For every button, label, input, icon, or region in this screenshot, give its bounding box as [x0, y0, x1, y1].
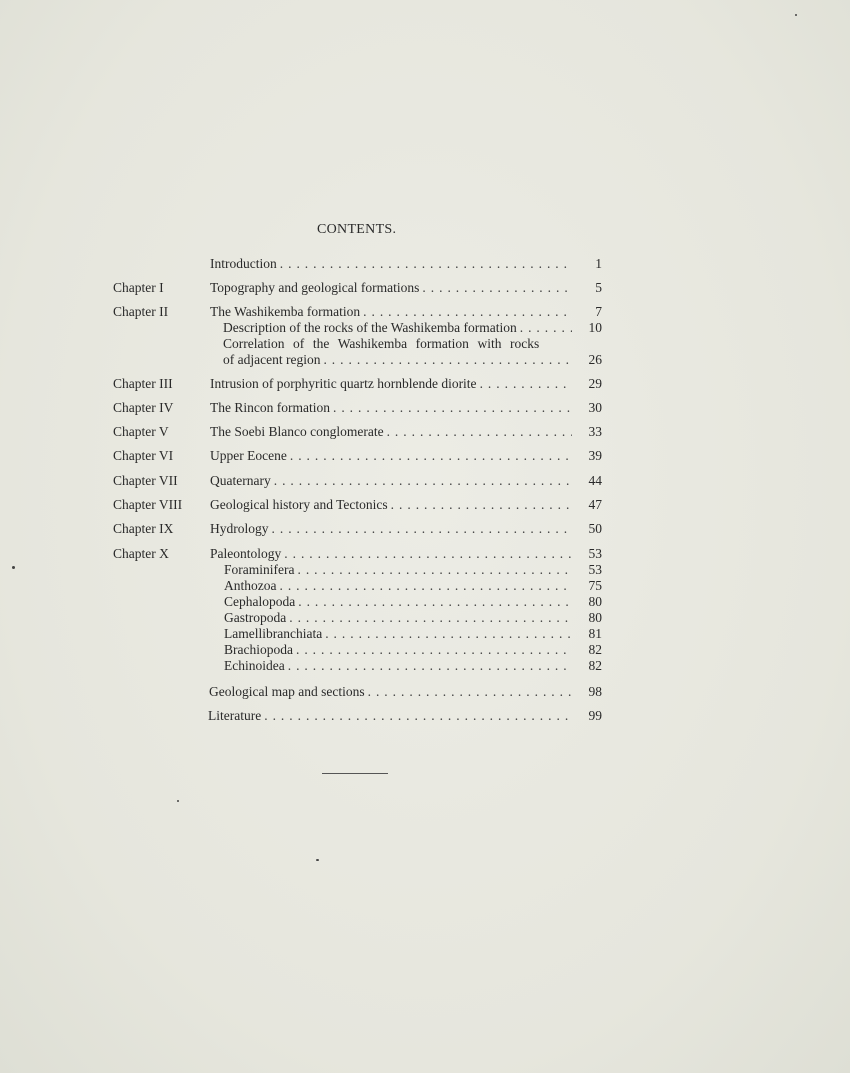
- toc-row: [0, 577, 602, 594]
- toc-page: 53: [588, 546, 602, 561]
- toc-title: Lamellibranchiata: [224, 626, 323, 641]
- toc-row: [0, 399, 602, 416]
- toc-row: [0, 609, 602, 626]
- paper-speck: [795, 14, 797, 16]
- toc-title: The Rincon formation: [210, 400, 330, 415]
- toc-title: Hydrology: [210, 521, 269, 536]
- toc-row: [0, 423, 602, 440]
- toc-page: 1: [595, 256, 602, 271]
- closing-rule: [322, 773, 388, 774]
- toc-row: [0, 545, 602, 562]
- toc-chapter: Chapter VII: [113, 473, 178, 488]
- toc-title: Brachiopoda: [224, 642, 293, 657]
- toc-page: 47: [588, 497, 602, 512]
- toc-row: [0, 351, 602, 368]
- toc-row: [0, 335, 602, 352]
- toc-page: 26: [588, 352, 602, 367]
- toc-row: [0, 707, 602, 724]
- toc-row: [0, 319, 602, 336]
- toc-row: [0, 625, 602, 642]
- toc-row: [0, 657, 602, 674]
- toc-title: Description of the rocks of the Washikemba formation: [223, 320, 517, 335]
- toc-page: 33: [588, 424, 602, 439]
- toc-title: Quaternary: [210, 473, 271, 488]
- toc-title: Geological map and sections: [209, 684, 365, 699]
- toc-chapter: Chapter III: [113, 376, 173, 391]
- toc-chapter: Chapter X: [113, 546, 169, 561]
- toc-page: 75: [588, 578, 602, 593]
- toc-title: Cephalopoda: [224, 594, 296, 609]
- document-page: CONTENTS. Introduction . . . 1 Chapter I Topography and geological formations . . . 5 Chapter II The Washikemba formation . . . 7 Description of the rocks of the Washikemba formation . . . 10 Correlation of the Washikemba formation with rocks of adjacent region . . . 26 Chapter III Intrusion of porphyritic quartz hornblende diorite . . . 29 Chapter IV The Rincon formation . . . 30 Chapter V The Soebi Blanco conglomerate . . . 33 Chapter VI Upper Eocene . . . 39 Chapter VII Quaternary . . . 44 Chapter VIII Geological history and Tectonics . . . 47 Chapter IX Hydrology . . . 50 Chapter X Paleontology . . . 53 Foraminifera . . . 53 Anthozoa . . . 75 Cephalopoda . . . 80 Gastropoda . . . 80 Lamellibranchiata . . . 81 Brachiopoda . . . 82 Echinoidea . . . 82 Geological map and sections . . . 98 Literature . . . 99: [0, 0, 850, 1073]
- toc-page: 29: [588, 376, 602, 391]
- toc-title: Intrusion of porphyritic quartz hornblende diorite: [210, 376, 477, 391]
- toc-chapter: Chapter VIII: [113, 497, 183, 512]
- toc-title: Paleontology: [210, 546, 282, 561]
- toc-page: 5: [595, 280, 602, 295]
- paper-speck: [177, 800, 179, 802]
- paper-speck: [12, 566, 15, 569]
- toc-chapter: Chapter II: [113, 304, 169, 319]
- toc-row: [0, 593, 602, 610]
- toc-row: [0, 255, 602, 272]
- toc-row: [0, 641, 602, 658]
- toc-chapter: Chapter VI: [113, 448, 174, 463]
- toc-title: Anthozoa: [224, 578, 277, 593]
- toc-page: 82: [588, 642, 602, 657]
- toc-page: 10: [588, 320, 602, 335]
- toc-page: 82: [588, 658, 602, 673]
- toc-page: 81: [588, 626, 602, 641]
- toc-title: The Soebi Blanco conglomerate: [210, 424, 384, 439]
- toc-page: 80: [588, 594, 602, 609]
- toc-page: 50: [588, 521, 602, 536]
- toc-title: of adjacent region: [223, 352, 321, 367]
- toc-title: Introduction: [210, 256, 277, 271]
- toc-chapter: Chapter IV: [113, 400, 174, 415]
- toc-chapter: Chapter IX: [113, 521, 174, 536]
- toc-chapter: Chapter V: [113, 424, 169, 439]
- toc-chapter: Chapter I: [113, 280, 164, 295]
- toc-page: 98: [588, 684, 602, 699]
- toc-row: [0, 496, 602, 513]
- toc-row: [0, 683, 602, 700]
- toc-row: [0, 520, 602, 537]
- toc-title: Foraminifera: [224, 562, 295, 577]
- toc-page: 7: [595, 304, 602, 319]
- toc-row: [0, 303, 602, 320]
- toc-title: Literature: [208, 708, 262, 723]
- toc-page: 39: [588, 448, 602, 463]
- toc-title: Upper Eocene: [210, 448, 287, 463]
- toc-title: Geological history and Tectonics: [210, 497, 388, 512]
- toc-page: 99: [588, 708, 602, 723]
- toc-title: Echinoidea: [224, 658, 285, 673]
- toc-row: [0, 472, 602, 489]
- toc-page: 30: [588, 400, 602, 415]
- paper-speck: [316, 859, 319, 861]
- toc-title: The Washikemba formation: [210, 304, 361, 319]
- toc-title: Topography and geological formations: [210, 280, 420, 295]
- toc-page: 53: [588, 562, 602, 577]
- toc-row: [0, 375, 602, 392]
- toc-title: Correlation of the Washikemba formation with rocks: [223, 336, 540, 351]
- toc-row: [0, 561, 602, 578]
- toc-page: 80: [588, 610, 602, 625]
- toc-title: Gastropoda: [224, 610, 287, 625]
- toc-page: 44: [588, 473, 602, 488]
- toc-row: [0, 279, 602, 296]
- toc-row: [0, 447, 602, 464]
